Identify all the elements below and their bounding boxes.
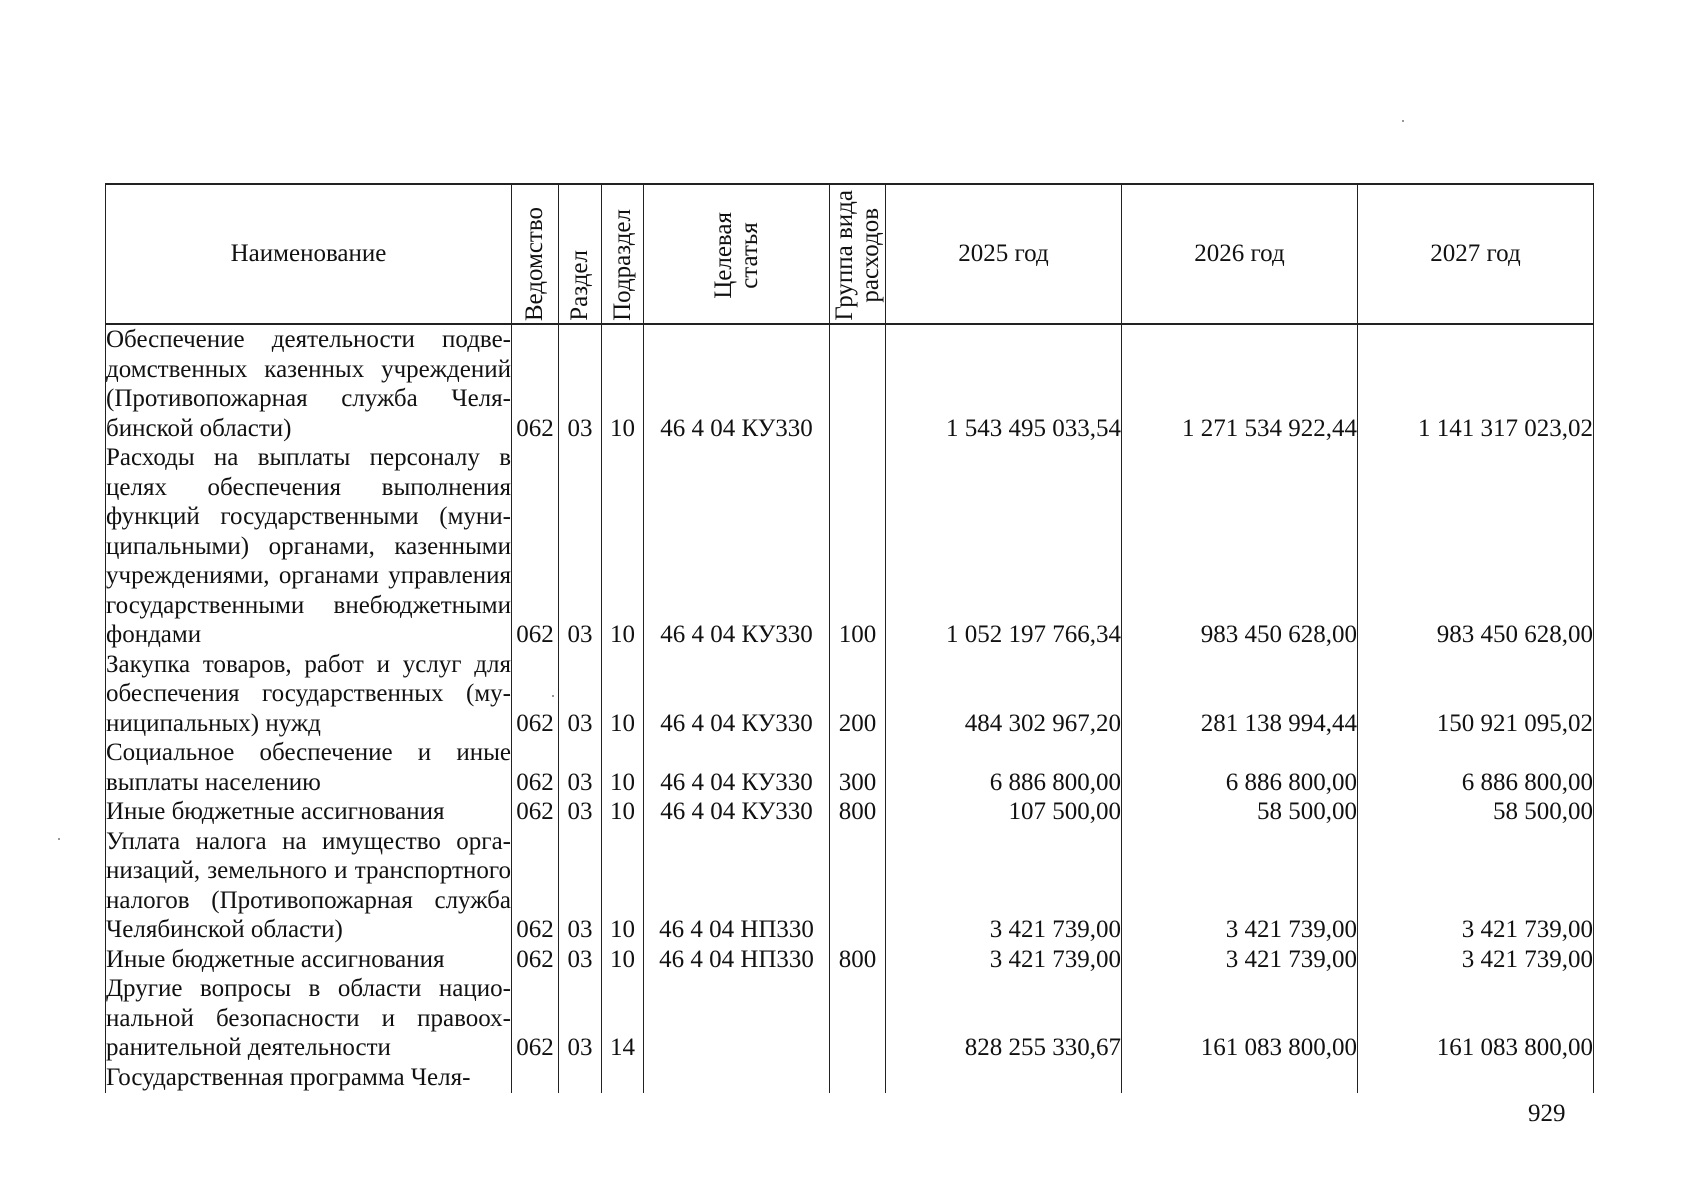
cell-amount-2025 [886, 1063, 1122, 1093]
cell-expense-group: 800 [830, 945, 886, 975]
cell-amount-2026: 1 271 534 922,44 [1122, 324, 1358, 443]
cell-section: 03 [559, 738, 602, 797]
scan-speck [58, 838, 60, 840]
cell-section: 03 [559, 974, 602, 1063]
table-row [106, 827, 1594, 945]
table-row [106, 974, 1594, 1063]
header-year-2025: 2025 год [886, 184, 1122, 324]
cell-department: 062 [512, 827, 559, 945]
cell-target-item: 46 4 04 КУ330 [644, 797, 830, 827]
cell-section: 03 [559, 945, 602, 975]
cell-amount-2025: 107 500,00 [886, 797, 1122, 827]
budget-table [105, 183, 1594, 1093]
cell-subsection: 10 [602, 738, 644, 797]
cell-target-item: 46 4 04 КУ330 [644, 738, 830, 797]
cell-amount-2025: 484 302 967,20 [886, 650, 1122, 739]
header-name: Наименование [106, 184, 512, 324]
cell-amount-2026: 6 886 800,00 [1122, 738, 1358, 797]
header-department: Ведомство [512, 184, 559, 324]
cell-amount-2027: 161 083 800,00 [1358, 974, 1594, 1063]
cell-expense-group [830, 324, 886, 443]
table-row [106, 1063, 1594, 1093]
cell-subsection [602, 1063, 644, 1093]
cell-amount-2025: 1 543 495 033,54 [886, 324, 1122, 443]
cell-department [512, 1063, 559, 1093]
cell-amount-2027: 1 141 317 023,02 [1358, 324, 1594, 443]
table-row [106, 945, 1594, 975]
cell-section: 03 [559, 797, 602, 827]
table-row [106, 650, 1594, 739]
cell-expense-group: 200 [830, 650, 886, 739]
cell-amount-2026: 281 138 994,44 [1122, 650, 1358, 739]
cell-subsection: 10 [602, 827, 644, 945]
table-row [106, 738, 1594, 797]
cell-amount-2025: 828 255 330,67 [886, 974, 1122, 1063]
cell-name: Социальное обеспечение и иные выплаты населению [106, 739, 511, 796]
cell-section: 03 [559, 443, 602, 650]
cell-name: Закупка товаров, работ и услуг для обеспечения государственных (муниципальных) нужд [106, 650, 511, 737]
table-row [106, 443, 1594, 650]
cell-section [559, 1063, 602, 1093]
cell-target-item: 46 4 04 КУ330 [644, 324, 830, 443]
cell-target-item [644, 974, 830, 1063]
cell-expense-group [830, 827, 886, 945]
cell-amount-2027: 983 450 628,00 [1358, 443, 1594, 650]
cell-target-item: 46 4 04 КУ330 [644, 650, 830, 739]
cell-subsection: 10 [602, 443, 644, 650]
cell-amount-2026: 3 421 739,00 [1122, 827, 1358, 945]
cell-amount-2026: 3 421 739,00 [1122, 945, 1358, 975]
cell-department: 062 [512, 443, 559, 650]
cell-expense-group [830, 974, 886, 1063]
cell-subsection: 10 [602, 797, 644, 827]
cell-amount-2027: 150 921 095,02 [1358, 650, 1594, 739]
table-row [106, 797, 1594, 827]
cell-target-item: 46 4 04 НП330 [644, 945, 830, 975]
cell-section: 03 [559, 827, 602, 945]
table-row [106, 324, 1594, 443]
cell-department: 062 [512, 738, 559, 797]
cell-department: 062 [512, 945, 559, 975]
table-body [106, 324, 1594, 1093]
cell-name: Обеспечение деятельности подведомственных казенных учреждений (Противопожарная служба Челябинской области) [106, 326, 511, 442]
header-year-2027: 2027 год [1358, 184, 1594, 324]
cell-name: Уплата налога на имущество организаций, земельного и транспортного налогов (Противопожарная служба Челябинской области) [106, 827, 511, 943]
cell-name: Другие вопросы в области национальной безопасности и правоохранительной деятельности [106, 975, 511, 1061]
cell-name: Иные бюджетные ассигнования [106, 797, 512, 827]
scan-speck [1402, 120, 1404, 122]
cell-expense-group: 100 [830, 443, 886, 650]
cell-amount-2025: 6 886 800,00 [886, 738, 1122, 797]
cell-amount-2026 [1122, 1063, 1358, 1093]
cell-subsection: 10 [602, 650, 644, 739]
page-number: 929 [1528, 1100, 1566, 1127]
cell-amount-2027: 58 500,00 [1358, 797, 1594, 827]
cell-section: 03 [559, 650, 602, 739]
cell-amount-2025: 3 421 739,00 [886, 827, 1122, 945]
cell-target-item: 46 4 04 КУ330 [644, 443, 830, 650]
cell-department: 062 [512, 650, 559, 739]
cell-expense-group [830, 1063, 886, 1093]
cell-amount-2026: 58 500,00 [1122, 797, 1358, 827]
cell-subsection: 10 [602, 324, 644, 443]
cell-amount-2025: 1 052 197 766,34 [886, 443, 1122, 650]
cell-name: Иные бюджетные ассигнования [106, 945, 512, 975]
scan-speck [552, 695, 554, 697]
cell-department: 062 [512, 974, 559, 1063]
cell-subsection: 10 [602, 945, 644, 975]
cell-subsection: 14 [602, 974, 644, 1063]
cell-name: Государственная программа Челя- [106, 1063, 512, 1093]
cell-amount-2027 [1358, 1063, 1594, 1093]
cell-expense-group: 300 [830, 738, 886, 797]
cell-target-item [644, 1063, 830, 1093]
header-expense-group: Группа вида расходов [830, 184, 886, 324]
cell-amount-2026: 161 083 800,00 [1122, 974, 1358, 1063]
cell-section: 03 [559, 324, 602, 443]
header-subsection: Подраздел [602, 184, 644, 324]
cell-department: 062 [512, 797, 559, 827]
header-row [106, 184, 1594, 324]
cell-target-item: 46 4 04 НП330 [644, 827, 830, 945]
cell-department: 062 [512, 324, 559, 443]
cell-amount-2025: 3 421 739,00 [886, 945, 1122, 975]
cell-expense-group: 800 [830, 797, 886, 827]
header-section: Раздел [559, 184, 602, 324]
cell-amount-2027: 3 421 739,00 [1358, 827, 1594, 945]
cell-amount-2027: 3 421 739,00 [1358, 945, 1594, 975]
header-year-2026: 2026 год [1122, 184, 1358, 324]
cell-amount-2027: 6 886 800,00 [1358, 738, 1594, 797]
cell-amount-2026: 983 450 628,00 [1122, 443, 1358, 650]
header-target-item: Целевая статья [644, 184, 830, 324]
cell-name: Расходы на выплаты персоналу в целях обеспечения выполнения функций государственными (муниципальными) органами, казенными учреждениями, органами управления государственными внебюджетными фондами [106, 444, 511, 648]
